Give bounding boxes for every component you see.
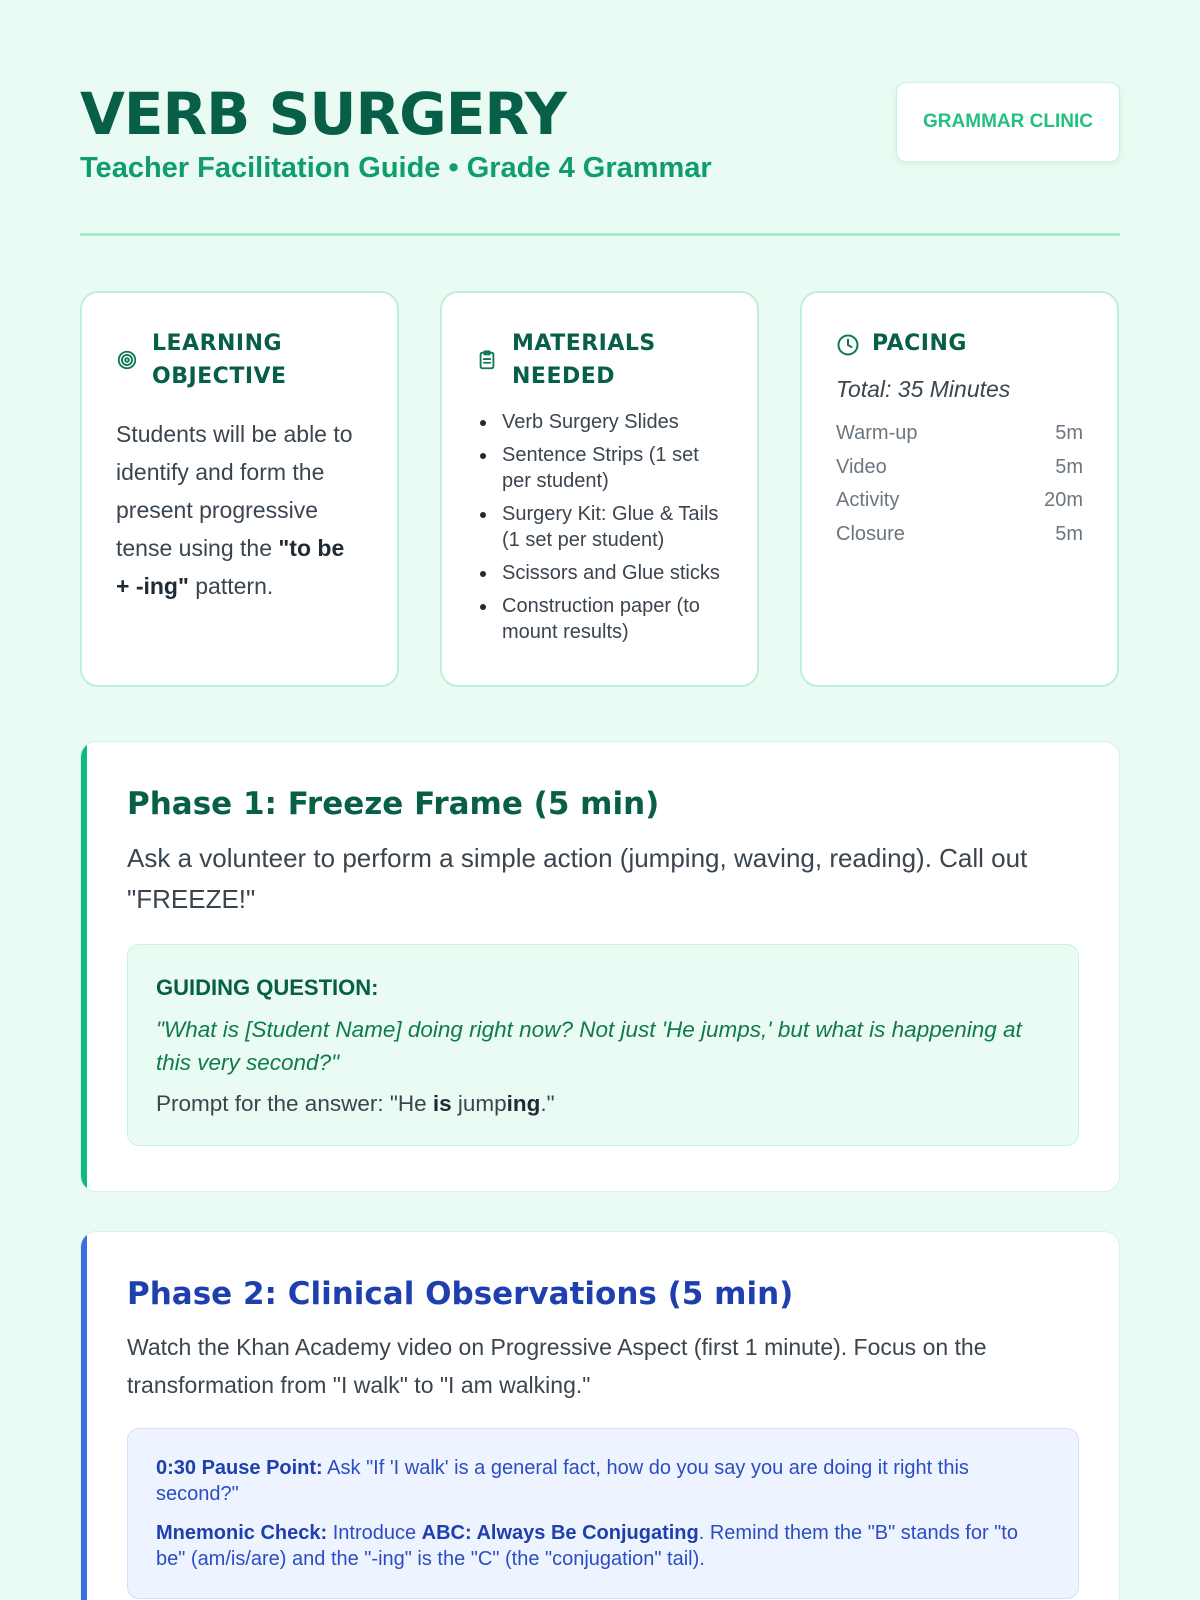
page-subtitle: Teacher Facilitation Guide • Grade 4 Grammar — [80, 152, 712, 184]
materials-card — [440, 291, 759, 687]
materials-list — [476, 409, 723, 645]
list-item: Sentence Strips (1 set per student) — [476, 442, 723, 494]
objective-card — [80, 291, 399, 687]
clipboard-icon — [476, 349, 498, 371]
target-icon — [116, 349, 138, 371]
phase-2-panel — [80, 1231, 1120, 1600]
pacing-card — [800, 291, 1119, 687]
pacing-label: Activity — [836, 489, 900, 511]
objective-text: Students will be able to identify and form the present progressive tense using the "to be + -ing" pattern. — [116, 421, 353, 599]
pacing-total: Total: 35 Minutes — [836, 376, 1011, 402]
phase-1-panel — [80, 741, 1120, 1192]
pacing-value: 5m — [1055, 522, 1083, 545]
guiding-question-text: "What is [Student Name] doing right now? Not just 'He jumps,' but what is happening at this very second?" — [156, 1017, 1022, 1075]
mnemonic-note: Mnemonic Check: Introduce ABC: Always Be Conjugating. Remind them the "B" stands for "to be" (am/is/are) and the "-ing" is the "C" (the "conjugation" tail). — [156, 1522, 1018, 1570]
pacing-value: 20m — [1044, 489, 1083, 511]
guiding-question-label: GUIDING QUESTION: — [156, 975, 379, 1000]
page-header — [80, 82, 1120, 192]
pacing-row — [836, 518, 1083, 552]
header-divider — [80, 233, 1120, 236]
pacing-value: 5m — [1055, 422, 1083, 444]
info-cards — [80, 291, 1120, 687]
list-item: Verb Surgery Slides — [476, 409, 723, 435]
grammar-clinic-badge: GRAMMAR CLINIC — [896, 82, 1120, 162]
answer-prompt: Prompt for the answer: "He is jumping." — [156, 1091, 555, 1116]
pacing-row — [836, 484, 1083, 518]
pacing-label: Video — [836, 455, 887, 478]
pause-point-note: 0:30 Pause Point: Ask "If 'I walk' is a general fact, how do you say you are doing it right this second?" — [156, 1457, 969, 1505]
pacing-row — [836, 451, 1083, 485]
clock-icon — [836, 333, 858, 355]
phase-2-title: Phase 2: Clinical Observations (5 min) — [127, 1276, 794, 1312]
phase-1-description: Ask a volunteer to perform a simple action (jumping, waving, reading). Call out "FREEZE!" — [127, 843, 1028, 914]
materials-title: MATERIALS NEEDED — [512, 331, 656, 389]
pacing-label: Closure — [836, 522, 905, 545]
list-item: Scissors and Glue sticks — [476, 560, 723, 586]
list-item: Surgery Kit: Glue & Tails (1 set per student) — [476, 501, 723, 553]
phase-1-title: Phase 1: Freeze Frame (5 min) — [127, 786, 660, 822]
list-item: Construction paper (to mount results) — [476, 593, 723, 645]
pacing-label: Warm-up — [836, 422, 918, 444]
pacing-title: PACING — [872, 331, 967, 356]
guiding-question-box — [127, 944, 1079, 1146]
page-title: VERB SURGERY — [80, 80, 566, 148]
objective-title: LEARNING OBJECTIVE — [152, 331, 287, 389]
phase-2-description: Watch the Khan Academy video on Progressive Aspect (first 1 minute). Focus on the transformation from "I walk" to "I am walking." — [127, 1334, 987, 1398]
pacing-row — [836, 417, 1083, 451]
observation-notes-box — [127, 1428, 1079, 1599]
pacing-value: 5m — [1055, 455, 1083, 478]
